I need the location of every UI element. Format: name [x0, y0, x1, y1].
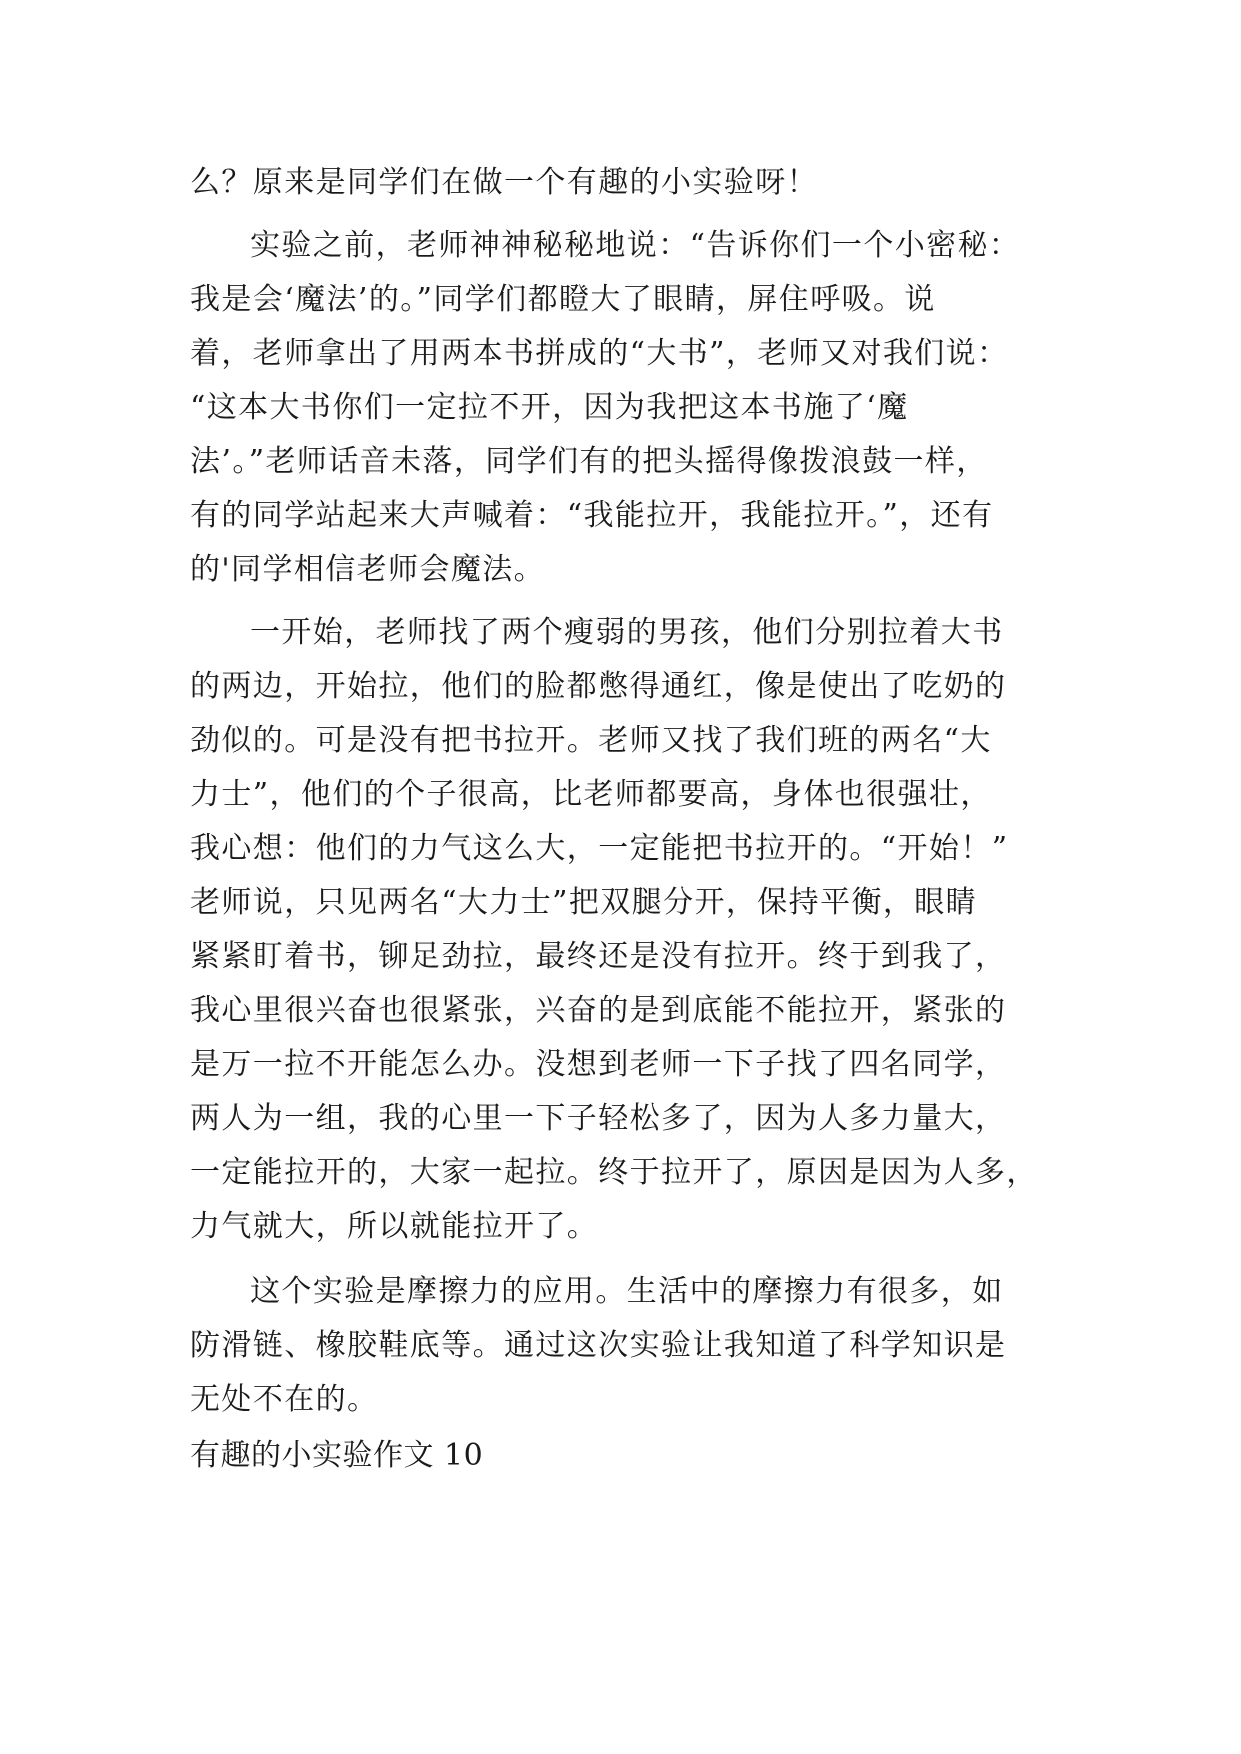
paragraph-line: 紧紧盯着书，铆足劲拉，最终还是没有拉开。终于到我了，	[190, 939, 1007, 974]
paragraph-line: 无处不在的。	[190, 1382, 379, 1417]
paragraph-line: 力气就大，所以就能拉开了。	[190, 1209, 599, 1244]
paragraph-line: 的两边，开始拉，他们的脸都憋得通红，像是使出了吃奶的	[190, 669, 1007, 704]
paragraph-line: 劲似的。可是没有把书拉开。老师又找了我们班的两名“大	[190, 723, 992, 758]
paragraph-line: 力士”，他们的个子很高，比老师都要高，身体也很强壮，	[190, 777, 992, 812]
paragraph-line: 防滑链、橡胶鞋底等。通过这次实验让我知道了科学知识是	[190, 1328, 1007, 1363]
paragraph-line: 着，老师拿出了用两本书拼成的“大书”，老师又对我们说：	[190, 336, 1009, 371]
paragraph-line: 一定能拉开的，大家一起拉。终于拉开了，原因是因为人多，	[190, 1155, 1038, 1190]
paragraph-line: 两人为一组，我的心里一下子轻松多了，因为人多力量大，	[190, 1101, 1007, 1136]
paragraph-line: 法’。”老师话音未落，同学们有的把头摇得像拨浪鼓一样，	[190, 444, 988, 479]
paragraph-line: 么？原来是同学们在做一个有趣的小实验呀！	[190, 165, 818, 200]
paragraph-line: 是万一拉不开能怎么办。没想到老师一下子找了四名同学，	[190, 1047, 1007, 1082]
paragraph-line: “这本大书你们一定拉不开，因为我把这本书施了‘魔	[190, 390, 909, 425]
paragraph-line: 我心想：他们的力气这么大，一定能把书拉开的。“开始！”	[190, 831, 1009, 866]
paragraph-line: 我心里很兴奋也很紧张，兴奋的是到底能不能拉开，紧张的	[190, 993, 1007, 1028]
paragraph-line: 的'同学相信老师会魔法。	[190, 552, 546, 587]
paragraph-line: 实验之前，老师神神秘秘地说：“告诉你们一个小密秘：	[250, 228, 1021, 263]
paragraph-line: 老师说，只见两名“大力士”把双腿分开，保持平衡，眼睛	[190, 885, 978, 920]
paragraph-line: 一开始，老师找了两个瘦弱的男孩，他们分别拉着大书	[250, 615, 1004, 650]
section-heading: 有趣的小实验作文 10	[190, 1438, 484, 1473]
paragraph-line: 我是会‘魔法’的。”同学们都瞪大了眼睛，屏住呼吸。说	[190, 282, 936, 317]
paragraph-line: 这个实验是摩擦力的应用。生活中的摩擦力有很多，如	[250, 1274, 1004, 1309]
paragraph-line: 有的同学站起来大声喊着：“我能拉开，我能拉开。”，还有	[190, 498, 994, 533]
